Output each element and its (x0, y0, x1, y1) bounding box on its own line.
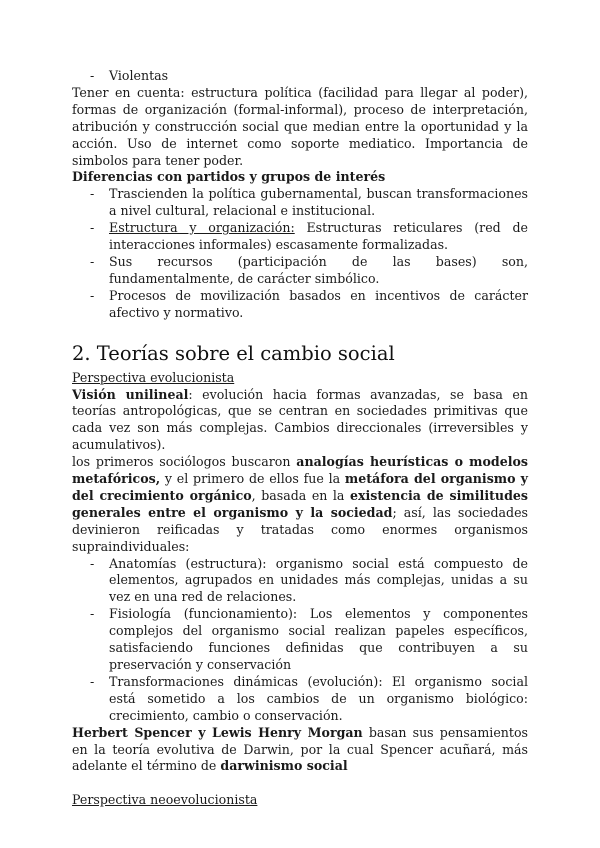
paragraph-vision-unilineal (72, 387, 528, 455)
list-item: - Trascienden la política gubernamental, buscan transformaciones a nivel cultural, relacional e institucional. (109, 186, 528, 220)
list-item: - Transformaciones dinámicas (evolución): El organismo social está sometido a los cambios de un organismo biológico: crecimiento, cambio o conservación. (109, 674, 528, 725)
organism-list (72, 556, 528, 725)
list-item (109, 220, 528, 254)
section-title: 2. Teorías sobre el cambio social (72, 341, 395, 365)
underlined-lead: Estructura y organización: (109, 220, 295, 236)
text-run: y el primero de ellos fue la (160, 471, 345, 487)
list-item: - Procesos de movilización basados en incentivos de carácter afectivo y normativo. (109, 288, 528, 322)
bold-term: metáfora del organismo y del crecimiento orgánico (72, 471, 529, 503)
list-item: - Anatomías (estructura): organismo social está compuesto de elementos, agrupados en unidades más complejas, unidas a su vez en una red de relaciones. (109, 556, 528, 607)
heading-text: Diferencias con partidos y grupos de interés (72, 169, 386, 185)
list-item-text: Violentas (109, 68, 169, 83)
paragraph-spencer-morgan (72, 725, 528, 776)
text-run: basan sus pensamientos en la teoría evolutiva de Darwin, por la cual Spencer acuñará, más adelante el término de (72, 724, 528, 774)
differences-list (72, 186, 528, 321)
text-run: los primeros sociólogos buscaron (72, 454, 297, 470)
list-item-text: Estructuras reticulares (red de interacciones informales) escasamente formalizadas. (109, 220, 528, 253)
bold-term: darwinismo social (220, 758, 348, 774)
bold-term: existencia de similitudes generales entre el organismo y la sociedad (72, 487, 528, 520)
list-item: - Sus recursos (participación de las bases) son, fundamentalmente, de carácter simbólico. (109, 254, 528, 288)
text-run: , basada en la (251, 487, 350, 503)
paragraph-text: : evolución hacia formas avanzadas, se basa en teorías antropológicas, que se centran en sociedades primitivas que cada vez son más complejas. Cambios direccionales (irreversibles y acumulativos). (72, 386, 528, 453)
subsection-neoevolucionista: Perspectiva neoevolucionista (72, 792, 258, 808)
subsection-evolucionista: Perspectiva evolucionista (72, 369, 235, 385)
paragraph-tener-en-cuenta: Tener en cuenta: estructura política (facilidad para llegar al poder), formas de organización (formal-informal), proceso de interpretación, atribución y construcción social que median entre la oportunidad y la acción. Uso de internet como soporte mediatico. Importancia de simbolos para tener poder. (72, 84, 528, 168)
violence-list (72, 68, 528, 85)
bold-term: Visión unilineal (72, 386, 189, 402)
text-run: ; así, las sociedades devinieron reificadas y tratadas como enormes organismos supraindividuales: (72, 504, 529, 554)
section-heading-diferencias (72, 169, 528, 186)
document-page (72, 68, 528, 809)
spacer (72, 775, 528, 792)
bold-term: Herbert Spencer y Lewis Henry Morgan (72, 724, 363, 740)
list-item: - Fisiología (funcionamiento): Los elementos y componentes complejos del organismo social realizan papeles específicos, satisfaciendo funciones definidas que contribuyen a su preservación y conservación (109, 606, 528, 674)
bold-term: analogías heurísticas o modelos metafóricos, (72, 454, 528, 487)
paragraph-primeros-sociologos (72, 454, 528, 555)
list-item (109, 68, 528, 85)
